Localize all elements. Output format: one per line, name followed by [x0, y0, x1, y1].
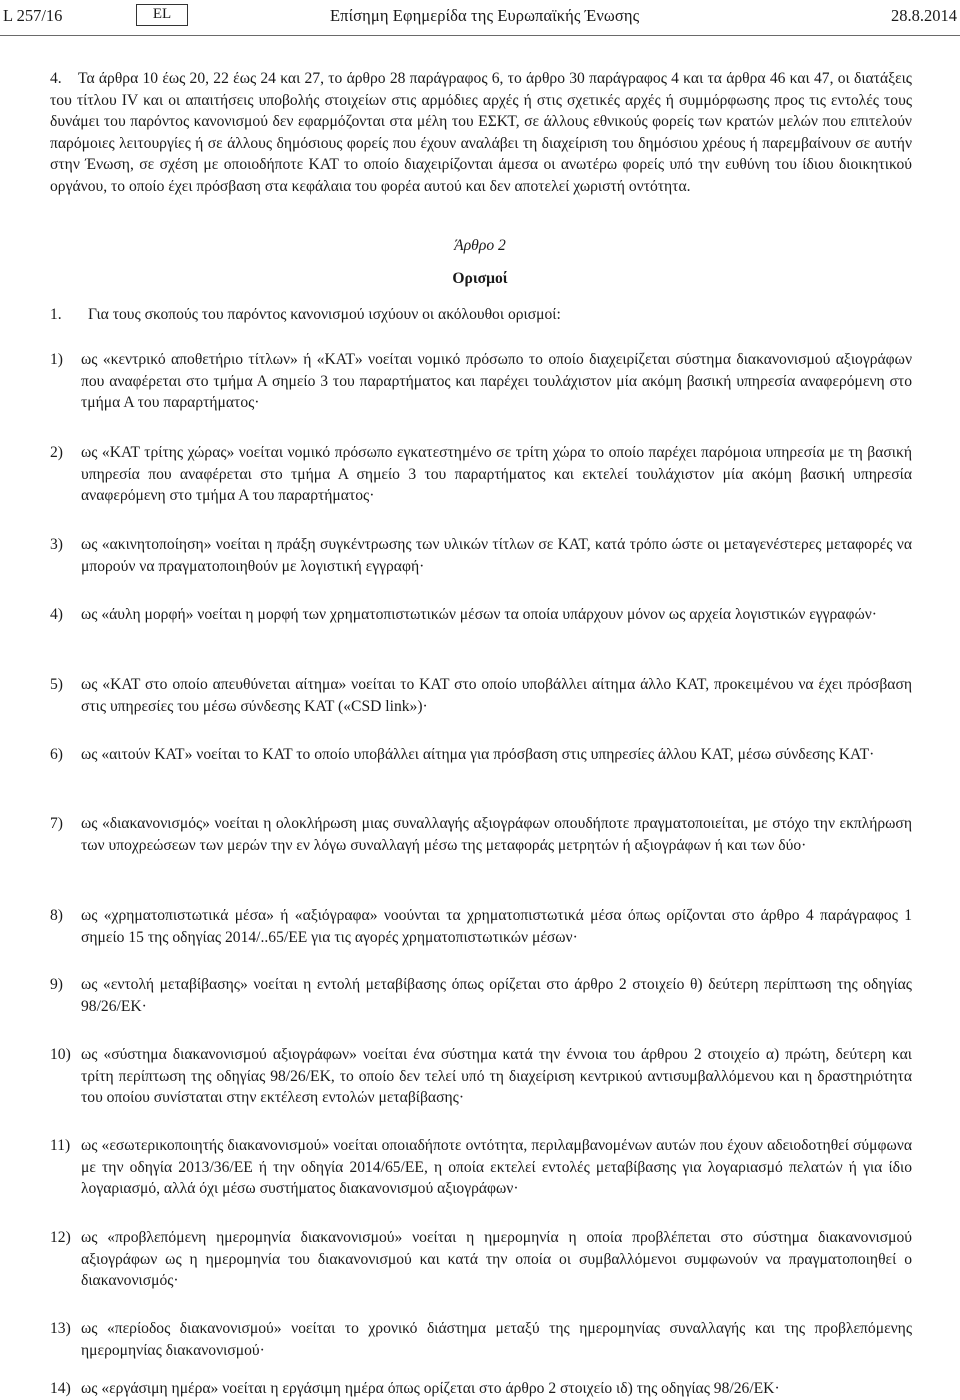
page-reference: L 257/16 [3, 6, 63, 25]
definition-text: ως «άυλη μορφή» νοείται η μορφή των χρηματοπιστωτικών μέσων τα οποία υπάρχουν μόνον ως αρχεία λογιστικών εγγραφών· [81, 606, 877, 623]
definition-item [50, 1227, 912, 1292]
paragraph-number: 4. [50, 70, 62, 87]
definition-text: ως «χρηματοπιστωτικά μέσα» ή «αξιόγραφα» νοούνται τα χρηματοπιστωτικά μέσα όπως ορίζονται στο άρθρο 4 παράγραφος 1 σημείο 15 της οδηγίας 2014/..65/ΕΕ για τις αγορές χρηματοπιστωτικών μέσων· [81, 907, 912, 946]
definition-item [50, 744, 912, 766]
paragraph-text: Τα άρθρα 10 έως 20, 22 έως 24 και 27, το άρθρο 28 παράγραφος 6, το άρθρο 30 παράγραφος 4 και τα άρθρα 46 και 47, οι διατάξεις του τίτλου IV και οι απαιτήσεις υποβολής στοιχείων στις αρμόδιες αρχές ή στις σχετικές αρχές ή συμμόρφωσης προς τις εντολές τους δυνάμει του παρόντος κανονισμού δεν εφαρμόζονται στα μέλη του ΕΣΚΤ, σε άλλους εθνικούς φορείς των κρατών μελών που επιτελούν παρόμοιες λειτουργίες ή σε άλλους δημόσιους φορείς που έχουν αναλάβει τη διαχείριση του δημόσιου χρέους ή παρεμβαίνουν σε αυτήν στην Ένωση, σε σχέση με οποιοδήποτε ΚΑΤ το οποίο διαχειρίζονται άμεσα οι ανωτέρω φορείς υπό την ευθύνη του ίδιου διοικητικού οργάνου, το οποίο έχει πρόσβαση στα κεφάλαια του φορέα αυτού και δεν αποτελεί χωριστή οντότητα. [50, 70, 912, 195]
paragraph-4 [50, 68, 912, 197]
definition-item [50, 349, 912, 414]
definition-number: 13) [50, 1320, 71, 1337]
definition-item [50, 905, 912, 948]
definition-item [50, 604, 912, 626]
definition-number: 4) [50, 606, 63, 623]
definition-number: 1) [50, 351, 63, 368]
definition-text: ως «σύστημα διακανονισμού αξιογράφων» νοείται ένα σύστημα κατά την έννοια του άρθρου 2 στοιχείο α) πρώτη, δεύτερη και τρίτη περίπτωση της οδηγίας 98/26/ΕΚ, το οποίο δεν τελεί υπό τη διαχείριση κεντρικού αντισυμβαλλόμενου και η δραστηριότητα του οποίου συνίσταται στην εκτέλεση εντολών μεταβίβασης· [81, 1046, 912, 1106]
definition-text: ως «αιτούν ΚΑΤ» νοείται το ΚΑΤ το οποίο υποβάλλει αίτημα για πρόσβαση στις υπηρεσίες άλλου ΚΑΤ, μέσω σύνδεσης ΚΑΤ· [81, 746, 875, 763]
definition-number: 10) [50, 1046, 71, 1063]
definition-number: 8) [50, 907, 63, 924]
article-number: Άρθρο 2 [454, 237, 506, 254]
definition-number: 6) [50, 746, 63, 763]
definition-text: ως «κεντρικό αποθετήριο τίτλων» ή «ΚΑΤ» νοείται νομικό πρόσωπο το οποίο διαχειρίζεται σύστημα διακανονισμού αξιογράφων που αναφέρεται στο τμήμα Α σημείο 3 του παραρτήματος και παρέχει τουλάχιστον μία ακόμη βασική υπηρεσία αναφερόμενη στο τμήμα Α του παραρτήματος· [81, 351, 912, 411]
definition-text: ως «προβλεπόμενη ημερομηνία διακανονισμού» νοείται η ημερομηνία η οποία προβλέπεται στο σύστημα διακανονισμού αξιογράφων ως η ημερομηνία του διακανονισμού και κατά την οποία οι συμβαλλόμενοι συμφωνούν να πραγματοποιηθεί ο διακανονισμός· [81, 1229, 912, 1289]
definition-item [50, 1318, 912, 1361]
definition-number: 9) [50, 976, 63, 993]
intro-number: 1. [50, 306, 62, 323]
article-title: Ορισμοί [452, 270, 508, 287]
definition-text: ως «εργάσιμη ημέρα» νοείται η εργάσιμη ημέρα όπως ορίζεται στο άρθρο 2 στοιχείο ιδ) της οδηγίας 98/26/ΕΚ· [81, 1380, 780, 1397]
definition-number: 12) [50, 1229, 71, 1246]
header-divider [0, 35, 960, 36]
definition-item [50, 974, 912, 1017]
definition-number: 2) [50, 444, 63, 461]
definition-text: ως «ΚΑΤ τρίτης χώρας» νοείται νομικό πρόσωπο εγκατεστημένο σε τρίτη χώρα το οποίο παρέχει παρόμοια υπηρεσία με τη βασική υπηρεσία που αναφέρεται στο τμήμα Α σημείο 3 του παραρτήματος και εκτελεί τουλάχιστον μία ακόμη βασική υπηρεσία αναφερόμενη στο τμήμα Α του παραρτήματος· [81, 444, 912, 504]
definition-text: ως «εσωτερικοποιητής διακανονισμού» νοείται οποιαδήποτε οντότητα, περιλαμβανομένων αυτών που έχουν αδειοδοτηθεί σύμφωνα με την οδηγία 2013/36/ΕΕ ή την οδηγία 2014/65/ΕΕ, η οποία εκτελεί εντολές μεταβίβασης για λογαριασμό πελατών ή για ίδιο λογαριασμό, αλλά όχι μέσω συστήματος διακανονισμού αξιογράφων· [81, 1137, 912, 1197]
intro-paragraph [50, 304, 912, 325]
definition-item [50, 674, 912, 717]
definition-item [50, 1378, 912, 1400]
definition-text: ως «περίοδος διακανονισμού» νοείται το χρονικό διάστημα μεταξύ της ημερομηνίας συναλλαγής και της προβλεπόμενης ημερομηνίας διακανονισμού· [81, 1320, 912, 1359]
definition-item [50, 813, 912, 856]
definition-text: ως «διακανονισμός» νοείται η ολοκλήρωση μιας συναλλαγής αξιογράφων οπουδήποτε πραγματοποιείται, με στόχο την εκπλήρωση των υποχρεώσεων των μερών την εν λόγω συναλλαγή μέσω της μεταφοράς μετρητών ή αξιογράφων ή και των δύο· [81, 815, 912, 854]
definition-item [50, 1044, 912, 1109]
definition-text: ως «ΚΑΤ στο οποίο απευθύνεται αίτημα» νοείται το ΚΑΤ στο οποίο υποβάλλει αίτημα άλλο ΚΑΤ, προκειμένου να έχει πρόσβαση στις υπηρεσίες του μέσω σύνδεσης ΚΑΤ («CSD link»)· [81, 676, 912, 715]
definition-number: 7) [50, 815, 63, 832]
definition-item [50, 534, 912, 577]
definition-number: 5) [50, 676, 63, 693]
intro-text: Για τους σκοπούς του παρόντος κανονισμού ισχύουν οι ακόλουθοι ορισμοί: [88, 306, 561, 323]
definition-item [50, 1135, 912, 1200]
definition-text: ως «εντολή μεταβίβασης» νοείται η εντολή μεταβίβασης όπως ορίζεται στο άρθρο 2 στοιχείο θ) δεύτερη περίπτωση της οδηγίας 98/26/ΕΚ· [81, 976, 912, 1015]
journal-title: Επίσημη Εφημερίδα της Ευρωπαϊκής Ένωσης [330, 6, 640, 25]
page-header [0, 4, 960, 28]
definition-number: 14) [50, 1380, 71, 1397]
definition-item [50, 442, 912, 507]
language-code-box: EL [136, 4, 188, 26]
publication-date: 28.8.2014 [891, 6, 957, 25]
definition-text: ως «ακινητοποίηση» νοείται η πράξη συγκέντρωσης των υλικών τίτλων σε ΚΑΤ, κατά τρόπο ώστε οι μεταγενέστερες μεταφορές να μπορούν να πραγματοποιηθούν με λογιστική εγγραφή· [81, 536, 912, 575]
definition-number: 3) [50, 536, 63, 553]
definition-number: 11) [50, 1137, 71, 1154]
